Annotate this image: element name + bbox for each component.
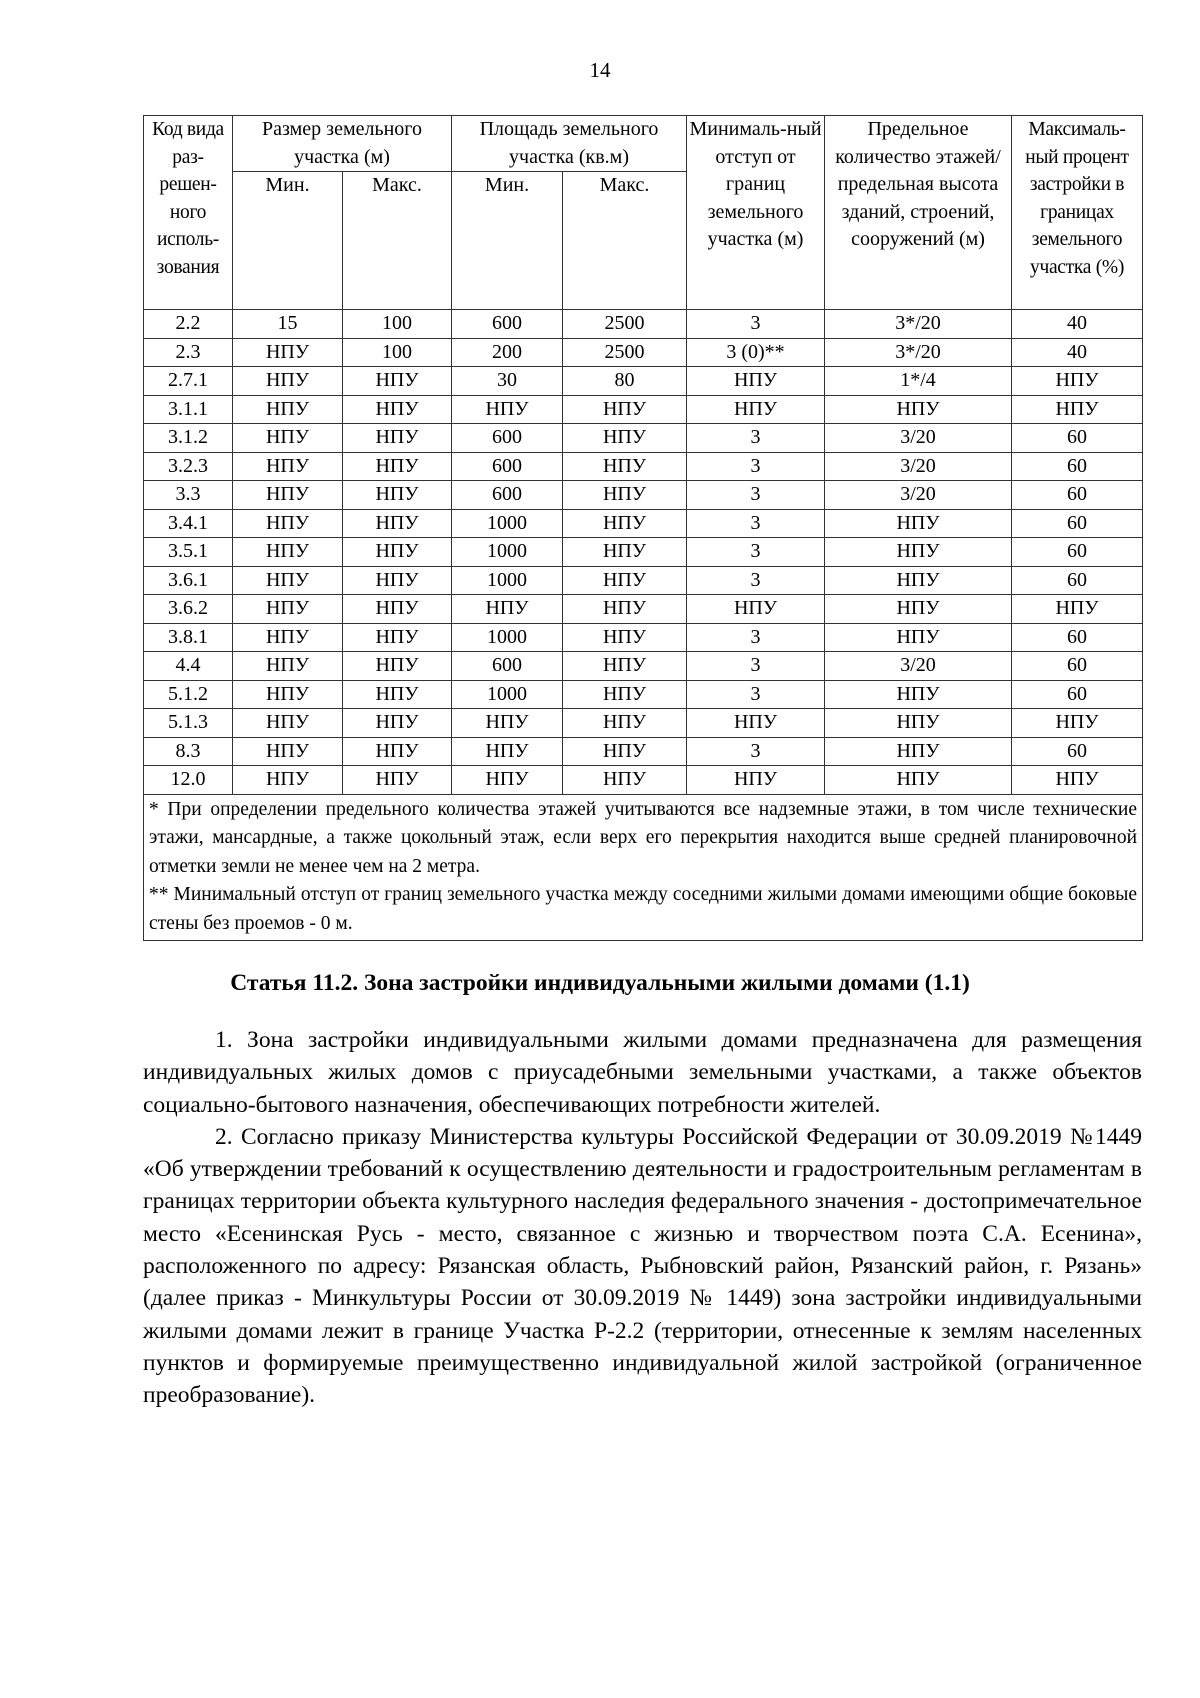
table-cell: НПУ [452, 737, 563, 766]
table-cell: 12.0 [144, 766, 233, 795]
table-cell: 60 [1012, 652, 1143, 681]
table-cell: НПУ [563, 424, 687, 453]
table-cell: НПУ [825, 709, 1012, 738]
table-cell: 3 [687, 481, 825, 510]
table-cell: 3.1.1 [144, 395, 233, 424]
table-cell: НПУ [687, 766, 825, 795]
table-cell: 3*/20 [825, 338, 1012, 367]
table-cell: 40 [1012, 338, 1143, 367]
table-cell: НПУ [343, 709, 452, 738]
table-cell: 2.3 [144, 338, 233, 367]
table-cell: НПУ [687, 595, 825, 624]
table-cell: 2500 [563, 310, 687, 339]
note-setback: ** Минимальный отступ от границ земельного участка между соседними жилыми домами имеющими общие боковые стены без проемов - 0 м. [149, 884, 1138, 934]
table-row [144, 709, 1143, 738]
table-cell: 60 [1012, 538, 1143, 567]
table-cell: НПУ [563, 766, 687, 795]
table-cell: 60 [1012, 481, 1143, 510]
table-cell: НПУ [343, 538, 452, 567]
table-cell: 60 [1012, 566, 1143, 595]
table-cell: НПУ [563, 652, 687, 681]
table-cell: НПУ [825, 595, 1012, 624]
table-cell: 3.6.2 [144, 595, 233, 624]
paragraph-2: 2. Согласно приказу Министерства культуры Российской Федерации от 30.09.2019 №1449 «Об утверждении требований к осуществлению деятельности и градостроительным регламентам в границах территории объекта культурного наследия федерального значения - достопримечательное место «Есенинская Русь - место, связанное с жизнью и творчеством поэта С.А. Есенина», расположенного по адресу: Рязанская область, Рыбновский район, Рязанский район, г. Рязань» (далее приказ - Минкультуры России от 30.09.2019 № 1449) зона застройки индивидуальными жилыми домами лежит в границе Участка Р-2.2 (территории, отнесенные к землям населенных пунктов и формируемые преимущественно индивидуальной жилой застройкой (ограниченное преобразование). [143, 1123, 1142, 1409]
table-cell: НПУ [825, 509, 1012, 538]
table-cell: НПУ [343, 395, 452, 424]
table-cell: НПУ [563, 538, 687, 567]
table-row [144, 680, 1143, 709]
table-cell: НПУ [825, 566, 1012, 595]
header-min-setback: Минималь-ный отступ от границ земельного участка (м) [687, 116, 825, 310]
paragraph-1: 1. Зона застройки индивидуальными жилыми домами предназначена для размещения индивидуальных жилых домов с приусадебными земельными участками, а также объектов социально-бытового назначения, обеспечивающих потребности жителей. [143, 1027, 1142, 1118]
table-cell: НПУ [233, 680, 343, 709]
table-cell: НПУ [233, 595, 343, 624]
table-cell: 3 [687, 737, 825, 766]
table-cell: НПУ [233, 766, 343, 795]
table-cell: НПУ [563, 623, 687, 652]
table-cell: 60 [1012, 680, 1143, 709]
table-cell: НПУ [233, 338, 343, 367]
table-cell: 3 [687, 652, 825, 681]
table-cell: 1000 [452, 566, 563, 595]
table-cell: НПУ [563, 481, 687, 510]
table-cell: НПУ [343, 367, 452, 396]
table-cell: НПУ [233, 509, 343, 538]
table-cell: 5.1.3 [144, 709, 233, 738]
table-cell: НПУ [343, 737, 452, 766]
table-cell: НПУ [687, 709, 825, 738]
table-cell: 60 [1012, 452, 1143, 481]
table-cell: 3.5.1 [144, 538, 233, 567]
table-cell: 3*/20 [825, 310, 1012, 339]
table-cell: НПУ [343, 509, 452, 538]
table-cell: НПУ [343, 566, 452, 595]
table-cell: НПУ [1012, 367, 1143, 396]
table-cell: НПУ [563, 680, 687, 709]
table-cell: 1000 [452, 680, 563, 709]
article-heading: Статья 11.2. Зона застройки индивидуальными жилыми домами (1.1) [230, 970, 970, 996]
table-cell: 200 [452, 338, 563, 367]
table-cell: 3.8.1 [144, 623, 233, 652]
table-cell: 100 [343, 310, 452, 339]
header-plot-size: Размер земельного участка (м) [233, 116, 452, 172]
table-cell: НПУ [563, 566, 687, 595]
table-notes [144, 794, 1143, 941]
table-cell: НПУ [563, 509, 687, 538]
table-cell: НПУ [687, 395, 825, 424]
table-cell: 60 [1012, 424, 1143, 453]
table-cell: 2.7.1 [144, 367, 233, 396]
table-cell: НПУ [825, 766, 1012, 795]
table-cell: 3 [687, 452, 825, 481]
table-cell: НПУ [825, 737, 1012, 766]
table-row [144, 509, 1143, 538]
table-cell: НПУ [233, 481, 343, 510]
table-row [144, 595, 1143, 624]
table-cell: 2.2 [144, 310, 233, 339]
table-cell: НПУ [452, 709, 563, 738]
table-cell: 600 [452, 310, 563, 339]
table-cell: НПУ [343, 424, 452, 453]
table-cell: НПУ [1012, 395, 1143, 424]
table-row [144, 452, 1143, 481]
table-cell: 3 [687, 310, 825, 339]
table-cell: НПУ [233, 652, 343, 681]
table-cell: 15 [233, 310, 343, 339]
table-cell: 3.3 [144, 481, 233, 510]
table-cell: 8.3 [144, 737, 233, 766]
table-cell: 40 [1012, 310, 1143, 339]
table-cell: НПУ [825, 538, 1012, 567]
table-cell: 3.4.1 [144, 509, 233, 538]
table-cell: 3 [687, 424, 825, 453]
article-body [143, 1024, 1142, 1412]
table-cell: НПУ [233, 566, 343, 595]
table-cell: 3.2.3 [144, 452, 233, 481]
table-cell: НПУ [825, 623, 1012, 652]
table-cell: 80 [563, 367, 687, 396]
header-max-coverage: Максималь-ный процент застройки в границах земельного участка (%) [1012, 116, 1143, 310]
table-body [144, 310, 1143, 795]
table-cell: 3 [687, 509, 825, 538]
table-cell: 3 [687, 623, 825, 652]
table-cell: НПУ [563, 709, 687, 738]
table-cell: 60 [1012, 737, 1143, 766]
header-code: Код вида раз-решен-ного исполь-зования [144, 116, 233, 310]
table-row [144, 538, 1143, 567]
table-cell: 3.1.2 [144, 424, 233, 453]
table-cell: НПУ [1012, 709, 1143, 738]
table-cell: 2500 [563, 338, 687, 367]
table-cell: НПУ [343, 680, 452, 709]
table-cell: 100 [343, 338, 452, 367]
table-cell: НПУ [687, 367, 825, 396]
table-row [144, 367, 1143, 396]
table-cell: НПУ [343, 652, 452, 681]
table-cell: НПУ [233, 367, 343, 396]
table-cell: НПУ [233, 623, 343, 652]
regulations-table [143, 115, 1143, 941]
table-cell: 1*/4 [825, 367, 1012, 396]
table-row [144, 737, 1143, 766]
table-cell: НПУ [233, 709, 343, 738]
table-cell: 3 [687, 566, 825, 595]
table-cell: НПУ [343, 481, 452, 510]
table-cell: НПУ [233, 737, 343, 766]
table-cell: НПУ [343, 766, 452, 795]
table-cell: НПУ [233, 452, 343, 481]
table-row [144, 481, 1143, 510]
header-plot-area: Площадь земельного участка (кв.м) [452, 116, 687, 172]
table-cell: 60 [1012, 623, 1143, 652]
table-cell: НПУ [563, 395, 687, 424]
table-cell: 1000 [452, 538, 563, 567]
table-cell: 3 (0)** [687, 338, 825, 367]
table-cell: НПУ [233, 395, 343, 424]
table-row [144, 338, 1143, 367]
table-cell: НПУ [563, 595, 687, 624]
table-cell: НПУ [452, 395, 563, 424]
table-cell: 600 [452, 452, 563, 481]
table-cell: НПУ [233, 424, 343, 453]
table-cell: 3/20 [825, 452, 1012, 481]
table-cell: НПУ [1012, 766, 1143, 795]
table-row [144, 623, 1143, 652]
table-cell: НПУ [452, 595, 563, 624]
table-cell: НПУ [825, 395, 1012, 424]
table-cell: 3/20 [825, 481, 1012, 510]
table-row [144, 566, 1143, 595]
table-cell: НПУ [563, 737, 687, 766]
note-floors: * При определении предельного количества этажей учитываются все надземные этажи, в том числе технические этажи, мансардные, а также цокольный этаж, если верх его перекрытия находится выше средней планировочной отметки земли не менее чем на 2 метра. [149, 798, 1138, 877]
table-cell: 3 [687, 680, 825, 709]
header-floors-height: Предельное количество этажей/ предельная высота зданий, строений, сооружений (м) [825, 116, 1012, 310]
table-cell: НПУ [343, 452, 452, 481]
table-row [144, 424, 1143, 453]
table-row [144, 310, 1143, 339]
table-cell: НПУ [825, 680, 1012, 709]
table-cell: НПУ [1012, 595, 1143, 624]
table-cell: 3.6.1 [144, 566, 233, 595]
table-cell: 5.1.2 [144, 680, 233, 709]
table-cell: 1000 [452, 623, 563, 652]
table-cell: 30 [452, 367, 563, 396]
table-cell: 3 [687, 538, 825, 567]
table-row [144, 652, 1143, 681]
header-area-max: Макс. [563, 172, 687, 310]
table-cell: 600 [452, 652, 563, 681]
table-cell: 3/20 [825, 652, 1012, 681]
table-cell: 60 [1012, 509, 1143, 538]
header-area-min: Мин. [452, 172, 563, 310]
table-cell: 600 [452, 481, 563, 510]
table-cell: 3/20 [825, 424, 1012, 453]
table-cell: НПУ [452, 766, 563, 795]
table-row [144, 766, 1143, 795]
page-number: 14 [589, 58, 611, 82]
table-row [144, 395, 1143, 424]
table-cell: НПУ [563, 452, 687, 481]
header-size-max: Макс. [343, 172, 452, 310]
table-cell: 600 [452, 424, 563, 453]
header-size-min: Мин. [233, 172, 343, 310]
table-cell: НПУ [233, 538, 343, 567]
table-cell: 1000 [452, 509, 563, 538]
table-cell: НПУ [343, 623, 452, 652]
table-cell: 4.4 [144, 652, 233, 681]
table-cell: НПУ [343, 595, 452, 624]
